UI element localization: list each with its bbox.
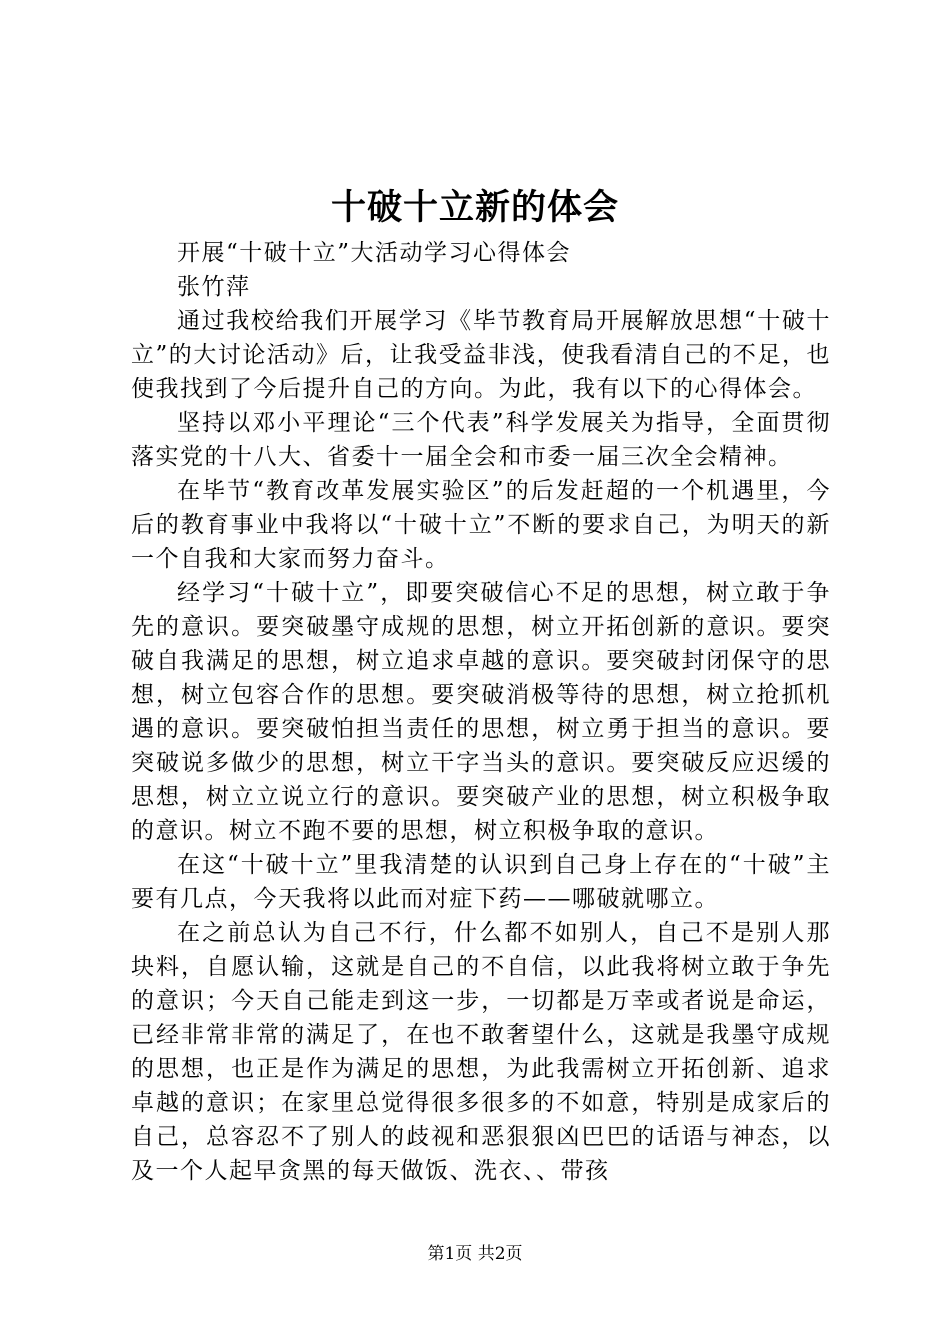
body-paragraph: 在毕节“教育改革发展实验区”的后发赶超的一个机遇里，今后的教育事业中我将以“十破十立”不断的要求自己，为明天的新一个自我和大家而努力奋斗。 bbox=[131, 478, 831, 572]
body-paragraph: 通过我校给我们开展学习《毕节教育局开展解放思想“十破十立”的大讨论活动》后，让我受益非浅，使我看清自己的不足，也使我找到了今后提升自己的方向。为此，我有以下的心得体会。 bbox=[131, 308, 831, 402]
body-paragraph: 经学习“十破十立”，即要突破信心不足的思想，树立敢于争先的意识。要突破墨守成规的思想，树立开拓创新的意识。要突破自我满足的思想，树立追求卓越的意识。要突破封闭保守的思想，树立包容合作的思想。要突破消极等待的思想，树立抢抓机遇的意识。要突破怕担当责任的思想，树立勇于担当的意识。要突破说多做少的思想，树立干字当头的意识。要突破反应迟缓的思想，树立立说立行的意识。要突破产业的思想，树立积极争取的意识。树立不跑不要的思想，树立积极争取的意识。 bbox=[131, 580, 831, 844]
author-paragraph: 张竹萍 bbox=[177, 274, 251, 300]
document-title: 十破十立新的体会 bbox=[330, 187, 619, 228]
subtitle-paragraph: 开展“十破十立”大活动学习心得体会 bbox=[177, 240, 572, 266]
body-paragraph: 坚持以邓小平理论“三个代表”科学发展关为指导，全面贯彻落实党的十八大、省委十一届全会和市委一届三次全会精神。 bbox=[131, 410, 831, 470]
body-paragraph: 在之前总认为自己不行，什么都不如别人，自己不是别人那块料，自愿认输，这就是自己的不自信，以此我将树立敢于争先的意识；今天自己能走到这一步，一切都是万幸或者说是命运，已经非常非常的满足了，在也不敢奢望什么，这就是我墨守成规的思想，也正是作为满足的思想，为此我需树立开拓创新、追求卓越的意识；在家里总觉得很多很多的不如意，特别是成家后的自己，总容忍不了别人的歧视和恶狠狠凶巴巴的话语与神态，以及一个人起早贪黑的每天做饭、洗衣、、带孩 bbox=[131, 920, 831, 1184]
body-paragraph: 在这“十破十立”里我清楚的认识到自己身上存在的“十破”主要有几点，今天我将以此而对症下药——哪破就哪立。 bbox=[131, 852, 831, 912]
document-body bbox=[131, 236, 831, 1188]
page-footer: 第1页 共2页 bbox=[427, 1244, 523, 1264]
